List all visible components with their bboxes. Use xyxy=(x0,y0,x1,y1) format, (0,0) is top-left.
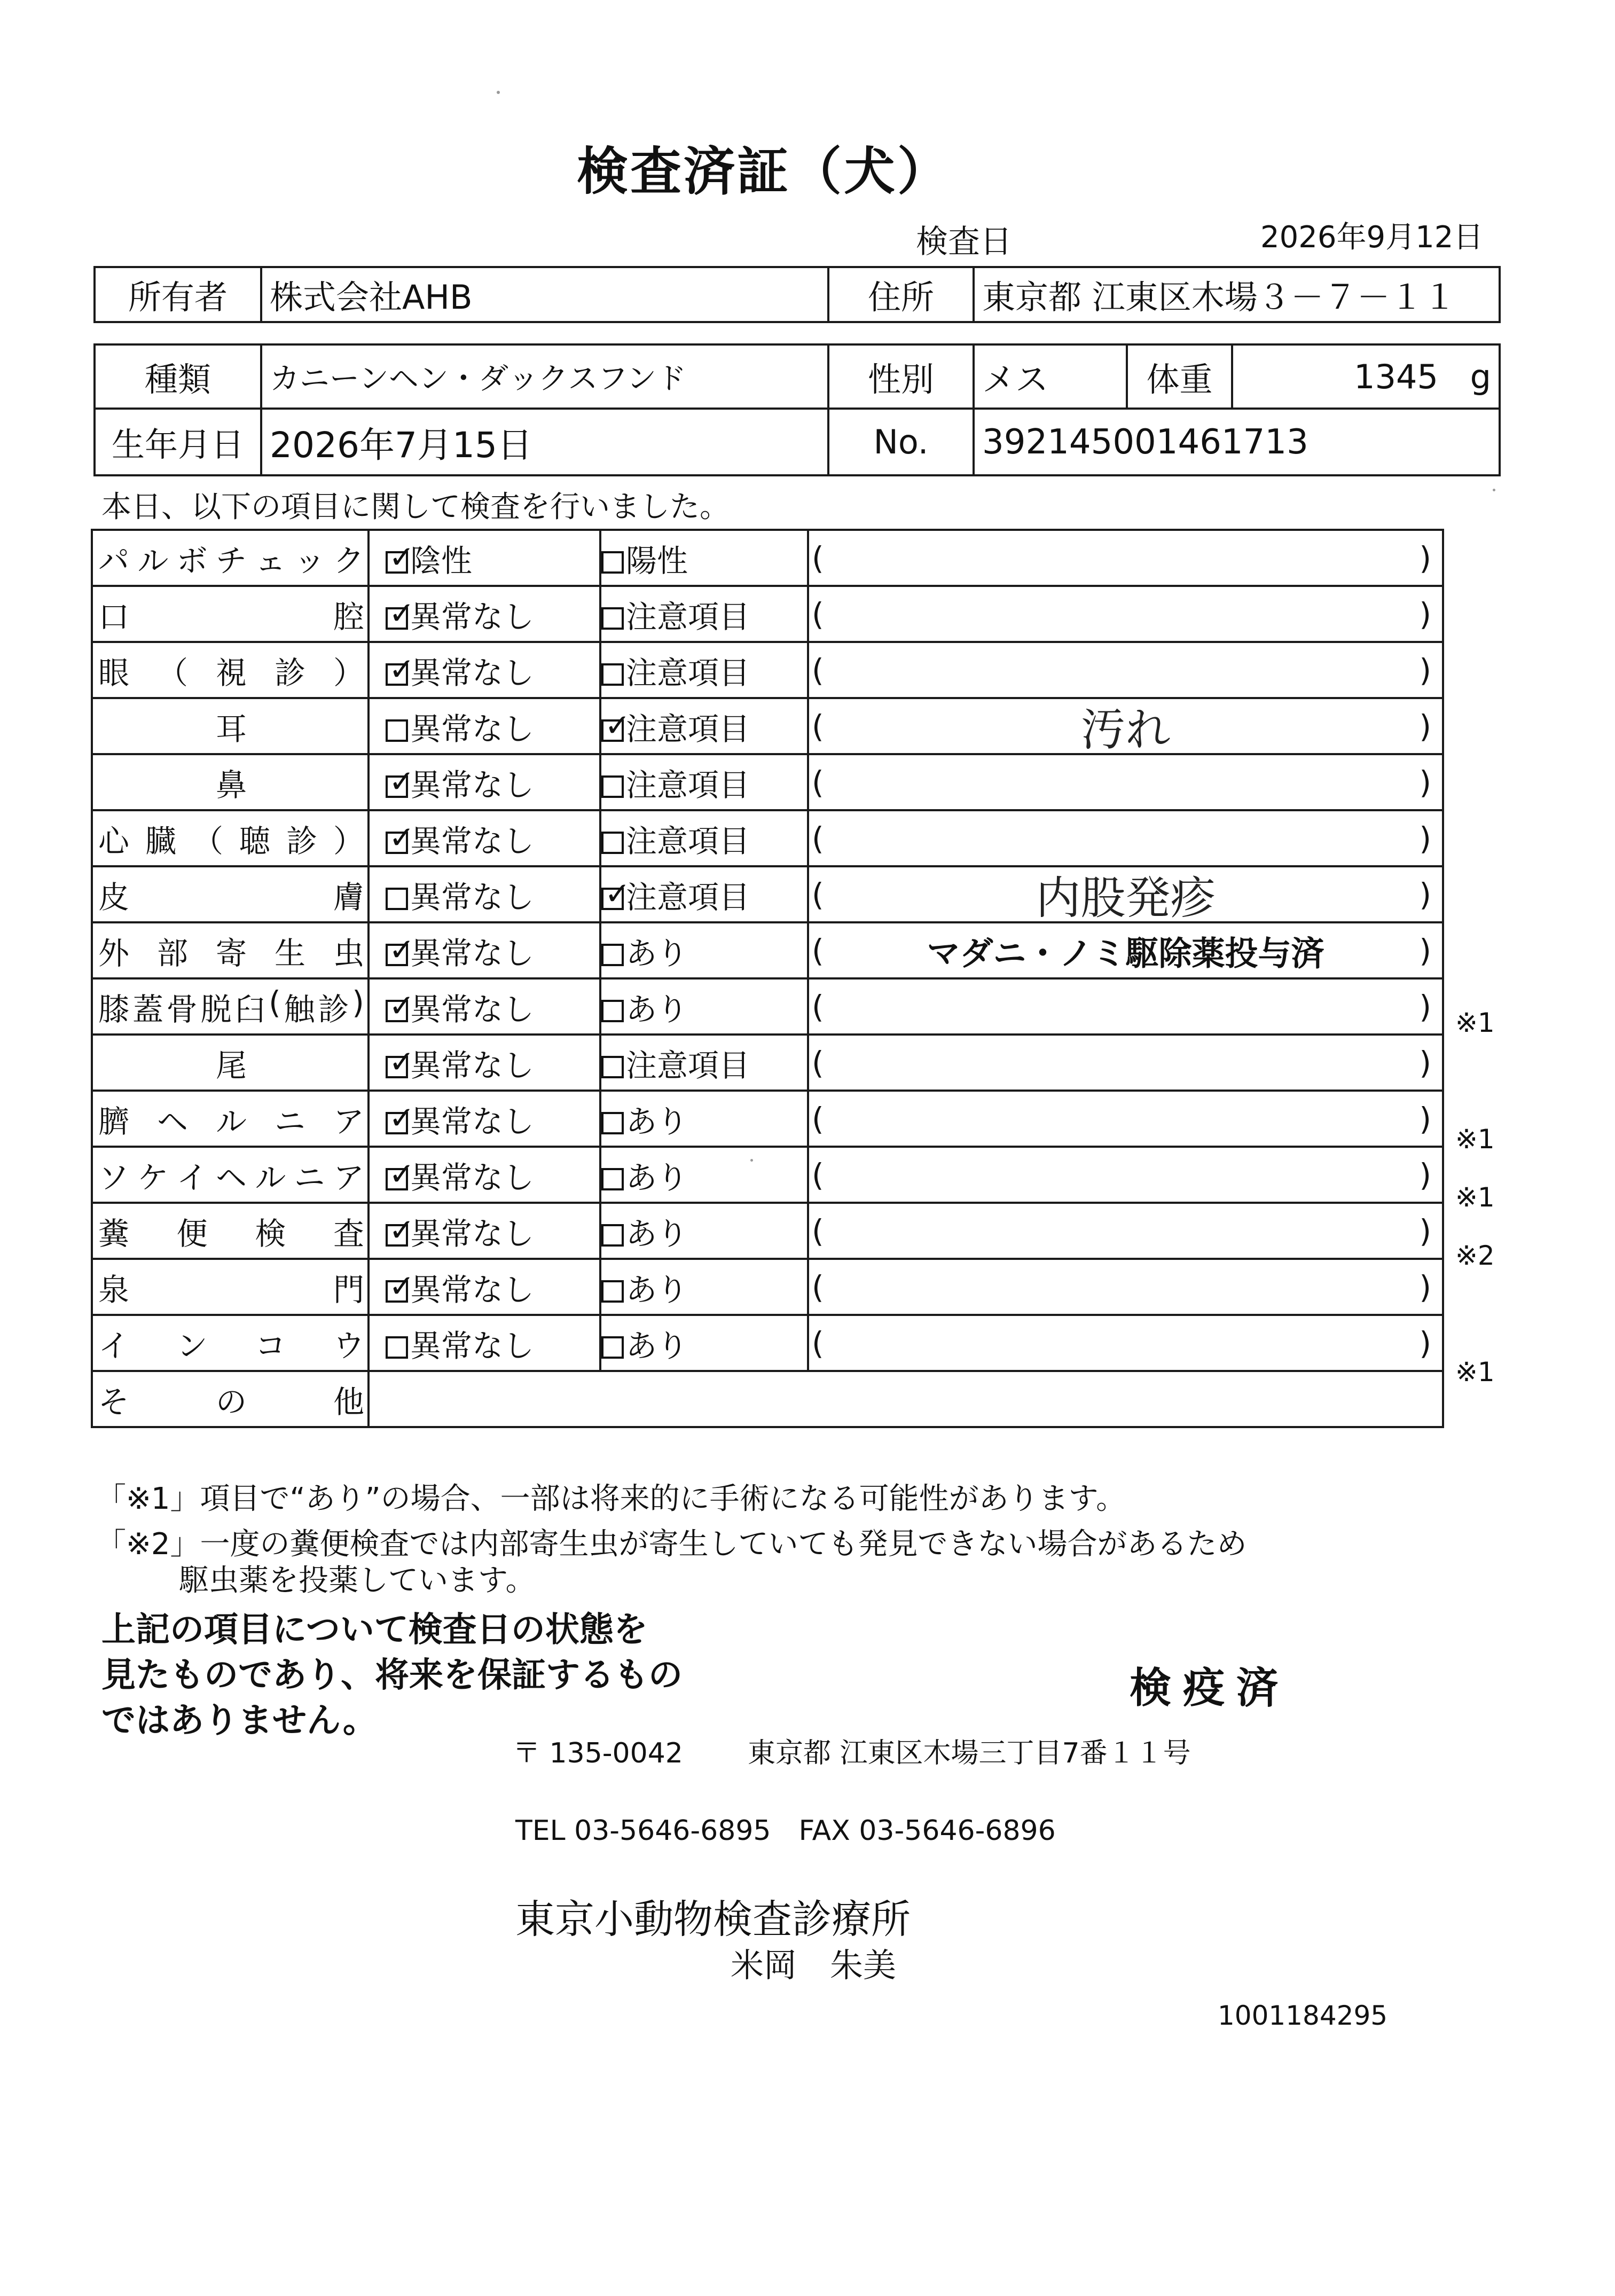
option-caution xyxy=(600,586,808,642)
scan-speck xyxy=(750,1159,753,1162)
inspection-row xyxy=(92,810,1443,866)
remark-text: 内股発疹 xyxy=(1036,872,1216,924)
sex-value: メス xyxy=(974,344,1127,409)
option-label: 異常なし xyxy=(410,766,535,803)
inspection-row xyxy=(92,1315,1443,1371)
paren-close: ) xyxy=(1419,764,1431,801)
breed-label: 種類 xyxy=(95,344,261,409)
option-normal xyxy=(369,530,600,586)
weight-unit: g xyxy=(1470,357,1491,396)
owner-value: 株式会社AHB xyxy=(261,267,828,322)
number-label: No. xyxy=(828,409,974,475)
remark-cell xyxy=(808,754,1443,810)
item-label: 膝 蓋 骨 脱 臼 ( 触 診 ) xyxy=(92,978,369,1035)
checkbox[interactable] xyxy=(601,1280,624,1303)
check-mark-icon: ✓ xyxy=(389,1099,415,1136)
option-label: あり xyxy=(626,1327,688,1364)
option-normal xyxy=(369,866,600,922)
checkbox[interactable] xyxy=(601,1112,624,1134)
option-label: 異常なし xyxy=(410,654,535,691)
serial-number: 1001184295 xyxy=(1218,2000,1388,2031)
checkbox[interactable] xyxy=(601,944,624,966)
remark-cell xyxy=(808,530,1443,586)
footnote-mark: ※1 xyxy=(1455,1007,1495,1038)
checkbox[interactable] xyxy=(601,1168,624,1190)
breed-value: カニーンヘン・ダックスフンド xyxy=(261,344,828,409)
checkbox[interactable] xyxy=(386,538,415,575)
paren-close: ) xyxy=(1419,876,1431,913)
option-normal xyxy=(369,642,600,698)
footnote-2: 「※2」一度の糞便検査では内部寄生虫が寄生していても発見できない場合があるため xyxy=(96,1527,1247,1562)
inspection-row xyxy=(92,1147,1443,1203)
inspection-table xyxy=(91,529,1444,1428)
option-normal xyxy=(369,810,600,866)
paren-close: ) xyxy=(1419,1156,1431,1193)
exam-date-value: 2026年9月12日 xyxy=(1260,220,1484,255)
footnote-mark: ※1 xyxy=(1455,1124,1495,1155)
option-caution xyxy=(600,866,808,922)
checkbox[interactable] xyxy=(386,1043,415,1080)
birth-value: 2026年7月15日 xyxy=(261,409,828,475)
owner-table xyxy=(93,266,1501,323)
option-caution xyxy=(600,1147,808,1203)
checkbox[interactable] xyxy=(601,875,631,912)
option-label: あり xyxy=(626,1159,688,1196)
owner-label: 所有者 xyxy=(95,267,261,322)
option-normal xyxy=(369,1315,600,1371)
checkbox[interactable] xyxy=(386,888,408,910)
option-caution xyxy=(600,1203,808,1259)
check-mark-icon: ✓ xyxy=(389,538,415,575)
paren-open: ( xyxy=(812,876,824,913)
remark-cell xyxy=(808,1315,1443,1371)
item-label: 眼 （ 視 診 ） xyxy=(92,642,369,698)
item-label: 口 腔 xyxy=(92,586,369,642)
paren-close: ) xyxy=(1419,1212,1431,1249)
paren-open: ( xyxy=(812,1100,824,1137)
inspection-row xyxy=(92,1203,1443,1259)
disclaimer-line-2: 見たものであり、将来を保証するもの xyxy=(101,1656,683,1695)
paren-open: ( xyxy=(812,1325,824,1361)
option-label: 異常なし xyxy=(410,991,535,1028)
inspection-row xyxy=(92,922,1443,978)
check-mark-icon: ✓ xyxy=(389,931,415,968)
remark-cell xyxy=(808,642,1443,698)
option-label: 異常なし xyxy=(410,710,535,747)
paren-open: ( xyxy=(812,708,824,745)
option-label: 異常なし xyxy=(410,1327,535,1364)
checkbox[interactable] xyxy=(601,1056,624,1078)
remark-cell xyxy=(808,586,1443,642)
item-label: 泉 門 xyxy=(92,1259,369,1315)
paren-open: ( xyxy=(812,595,824,632)
option-label: 異常なし xyxy=(410,1271,535,1308)
check-mark-icon: ✓ xyxy=(389,1211,415,1248)
checkbox[interactable] xyxy=(601,551,624,574)
paren-close: ) xyxy=(1419,595,1431,632)
disclaimer-line-3: ではありません。 xyxy=(101,1701,377,1741)
scan-speck xyxy=(497,91,500,94)
item-label: 鼻 xyxy=(92,754,369,810)
option-normal xyxy=(369,586,600,642)
weight-cell xyxy=(1232,344,1500,409)
disclaimer-line-1: 上記の項目について検査日の状態を xyxy=(101,1610,648,1650)
checkbox[interactable] xyxy=(601,775,624,798)
paren-close: ) xyxy=(1419,1100,1431,1137)
option-caution xyxy=(600,642,808,698)
remark-cell xyxy=(808,1147,1443,1203)
paren-open: ( xyxy=(812,820,824,857)
option-label: 異常なし xyxy=(410,1103,535,1140)
option-label: 異常なし xyxy=(410,598,535,635)
item-label: パ ル ボ チ ェ ッ ク xyxy=(92,530,369,586)
checkbox[interactable] xyxy=(601,1000,624,1022)
checkbox[interactable] xyxy=(386,819,415,856)
option-label: 異常なし xyxy=(410,935,535,971)
paren-open: ( xyxy=(812,932,824,969)
option-normal xyxy=(369,922,600,978)
checkbox[interactable] xyxy=(386,931,415,968)
footnote-2-cont: 駆虫薬を投薬しています。 xyxy=(179,1563,536,1598)
clinic-name: 東京小動物検査診療所 xyxy=(515,1897,911,1942)
option-label: 注意項目 xyxy=(626,1047,750,1084)
remark-cell xyxy=(808,866,1443,922)
paren-close: ) xyxy=(1419,932,1431,969)
inspection-row xyxy=(92,530,1443,586)
option-caution xyxy=(600,1091,808,1147)
item-label: 外 部 寄 生 虫 xyxy=(92,922,369,978)
checkbox[interactable] xyxy=(386,719,408,742)
option-caution xyxy=(600,754,808,810)
check-mark-icon: ✓ xyxy=(389,987,415,1024)
item-label: 臍 ヘ ル ニ ア xyxy=(92,1091,369,1147)
checkbox[interactable] xyxy=(386,1267,415,1304)
check-mark-icon: ✓ xyxy=(605,707,631,743)
checkbox[interactable] xyxy=(601,607,624,630)
checkbox[interactable] xyxy=(386,1211,415,1248)
footnote-mark: ※1 xyxy=(1455,1182,1495,1213)
inspection-row xyxy=(92,978,1443,1035)
item-label: 耳 xyxy=(92,698,369,754)
paren-open: ( xyxy=(812,1212,824,1249)
inspection-row xyxy=(92,1091,1443,1147)
address-value: 東京都 江東区木場３－７－１１ xyxy=(974,267,1500,322)
option-normal xyxy=(369,1147,600,1203)
option-label: 注意項目 xyxy=(626,879,750,915)
item-label-other: そ の 他 xyxy=(92,1371,369,1427)
option-label: あり xyxy=(626,1271,688,1308)
check-mark-icon: ✓ xyxy=(605,875,631,912)
checkbox[interactable] xyxy=(601,1224,624,1247)
option-caution xyxy=(600,1315,808,1371)
option-label: 異常なし xyxy=(410,879,535,915)
check-mark-icon: ✓ xyxy=(389,1155,415,1192)
option-caution xyxy=(600,530,808,586)
option-label: 異常なし xyxy=(410,1047,535,1084)
inspection-row xyxy=(92,754,1443,810)
checkbox[interactable] xyxy=(386,1336,408,1359)
document-title: 検査済証（犬） xyxy=(577,142,951,201)
checkbox[interactable] xyxy=(386,651,415,687)
paren-open: ( xyxy=(812,764,824,801)
remark-cell xyxy=(808,1203,1443,1259)
checkbox[interactable] xyxy=(386,763,415,800)
weight-label: 体重 xyxy=(1127,344,1232,409)
item-label: ソ ケ イ ヘ ル ニ ア xyxy=(92,1147,369,1203)
checkbox[interactable] xyxy=(601,663,624,686)
check-mark-icon: ✓ xyxy=(389,1043,415,1080)
option-normal xyxy=(369,698,600,754)
quarantine-stamp: 検疫済 xyxy=(1130,1664,1290,1712)
checkbox[interactable] xyxy=(386,1099,415,1136)
remark-cell xyxy=(808,922,1443,978)
remark-text: 汚れ xyxy=(1080,703,1171,756)
paren-open: ( xyxy=(812,1268,824,1305)
paren-close: ) xyxy=(1419,1268,1431,1305)
item-label: 皮 膚 xyxy=(92,866,369,922)
inspection-row xyxy=(92,1035,1443,1091)
item-label: イ ン コ ウ xyxy=(92,1315,369,1371)
option-caution xyxy=(600,1259,808,1315)
option-normal xyxy=(369,1259,600,1315)
item-label: 尾 xyxy=(92,1035,369,1091)
option-caution xyxy=(600,698,808,754)
exam-date-label: 検査日 xyxy=(916,223,1012,261)
animal-table xyxy=(93,343,1501,476)
option-label: 陰性 xyxy=(410,542,473,579)
checkbox[interactable] xyxy=(386,987,415,1024)
footnote-mark: ※1 xyxy=(1455,1357,1495,1388)
clinic-person: 米岡 朱美 xyxy=(731,1946,897,1985)
paren-open: ( xyxy=(812,539,824,576)
option-label: 注意項目 xyxy=(626,766,750,803)
option-caution xyxy=(600,1035,808,1091)
weight-value: 1345 xyxy=(1354,357,1438,396)
checkbox[interactable] xyxy=(601,832,624,854)
option-label: 注意項目 xyxy=(626,598,750,635)
option-label: 注意項目 xyxy=(626,710,750,747)
paren-close: ) xyxy=(1419,988,1431,1025)
option-normal xyxy=(369,1035,600,1091)
sex-label: 性別 xyxy=(828,344,974,409)
paren-close: ) xyxy=(1419,1044,1431,1081)
checkbox[interactable] xyxy=(386,1155,415,1192)
option-label: あり xyxy=(626,935,688,971)
option-label: 陽性 xyxy=(626,542,688,579)
clinic-tel-fax: TEL 03-5646-6895 FAX 03-5646-6896 xyxy=(515,1815,1056,1847)
paren-open: ( xyxy=(812,988,824,1025)
check-mark-icon: ✓ xyxy=(389,651,415,687)
option-label: 異常なし xyxy=(410,822,535,859)
paren-open: ( xyxy=(812,1044,824,1081)
item-label: 糞 便 検 査 xyxy=(92,1203,369,1259)
other-value xyxy=(369,1371,1443,1427)
check-mark-icon: ✓ xyxy=(389,594,415,631)
option-normal xyxy=(369,754,600,810)
paren-close: ) xyxy=(1419,652,1431,688)
option-normal xyxy=(369,978,600,1035)
inspection-row xyxy=(92,698,1443,754)
inspection-row xyxy=(92,1259,1443,1315)
checkbox[interactable] xyxy=(601,707,631,743)
footnote-1: 「※1」項目で“あり”の場合、一部は将来的に手術になる可能性があります。 xyxy=(96,1482,1126,1516)
option-label: 注意項目 xyxy=(626,654,750,691)
number-value: 392145001461713 xyxy=(974,409,1500,475)
remark-cell xyxy=(808,698,1443,754)
paren-open: ( xyxy=(812,652,824,688)
option-label: あり xyxy=(626,991,688,1028)
remark-text: マダニ・ノミ駆除薬投与済 xyxy=(927,934,1324,973)
paren-close: ) xyxy=(1419,1325,1431,1361)
paren-close: ) xyxy=(1419,820,1431,857)
remark-cell xyxy=(808,978,1443,1035)
option-caution xyxy=(600,922,808,978)
scan-speck xyxy=(1493,489,1495,491)
inspection-row xyxy=(92,642,1443,698)
remark-cell xyxy=(808,810,1443,866)
option-normal xyxy=(369,1203,600,1259)
paren-open: ( xyxy=(812,1156,824,1193)
remark-cell xyxy=(808,1035,1443,1091)
inspection-row xyxy=(92,586,1443,642)
remark-cell xyxy=(808,1259,1443,1315)
clinic-postal: 〒 135-0042 xyxy=(513,1737,683,1769)
option-caution xyxy=(600,978,808,1035)
paren-close: ) xyxy=(1419,539,1431,576)
footnote-mark: ※2 xyxy=(1455,1240,1495,1271)
option-caution xyxy=(600,810,808,866)
paren-close: ) xyxy=(1419,708,1431,745)
address-label: 住所 xyxy=(828,267,974,322)
checkbox[interactable] xyxy=(386,594,415,631)
check-mark-icon: ✓ xyxy=(389,763,415,800)
birth-label: 生年月日 xyxy=(95,409,261,475)
intro-text: 本日、以下の項目に関して検査を行いました。 xyxy=(101,490,730,524)
check-mark-icon: ✓ xyxy=(389,1267,415,1304)
clinic-address: 東京都 江東区木場三丁目7番１１号 xyxy=(748,1737,1191,1769)
option-label: 異常なし xyxy=(410,1159,535,1196)
checkbox[interactable] xyxy=(601,1336,624,1359)
option-label: 異常なし xyxy=(410,1215,535,1252)
option-label: あり xyxy=(626,1215,688,1252)
option-normal xyxy=(369,1091,600,1147)
remark-cell xyxy=(808,1091,1443,1147)
inspection-row-other xyxy=(92,1371,1443,1427)
inspection-row xyxy=(92,866,1443,922)
option-label: あり xyxy=(626,1103,688,1140)
check-mark-icon: ✓ xyxy=(389,819,415,856)
option-label: 注意項目 xyxy=(626,822,750,859)
item-label: 心 臓 （ 聴 診 ） xyxy=(92,810,369,866)
